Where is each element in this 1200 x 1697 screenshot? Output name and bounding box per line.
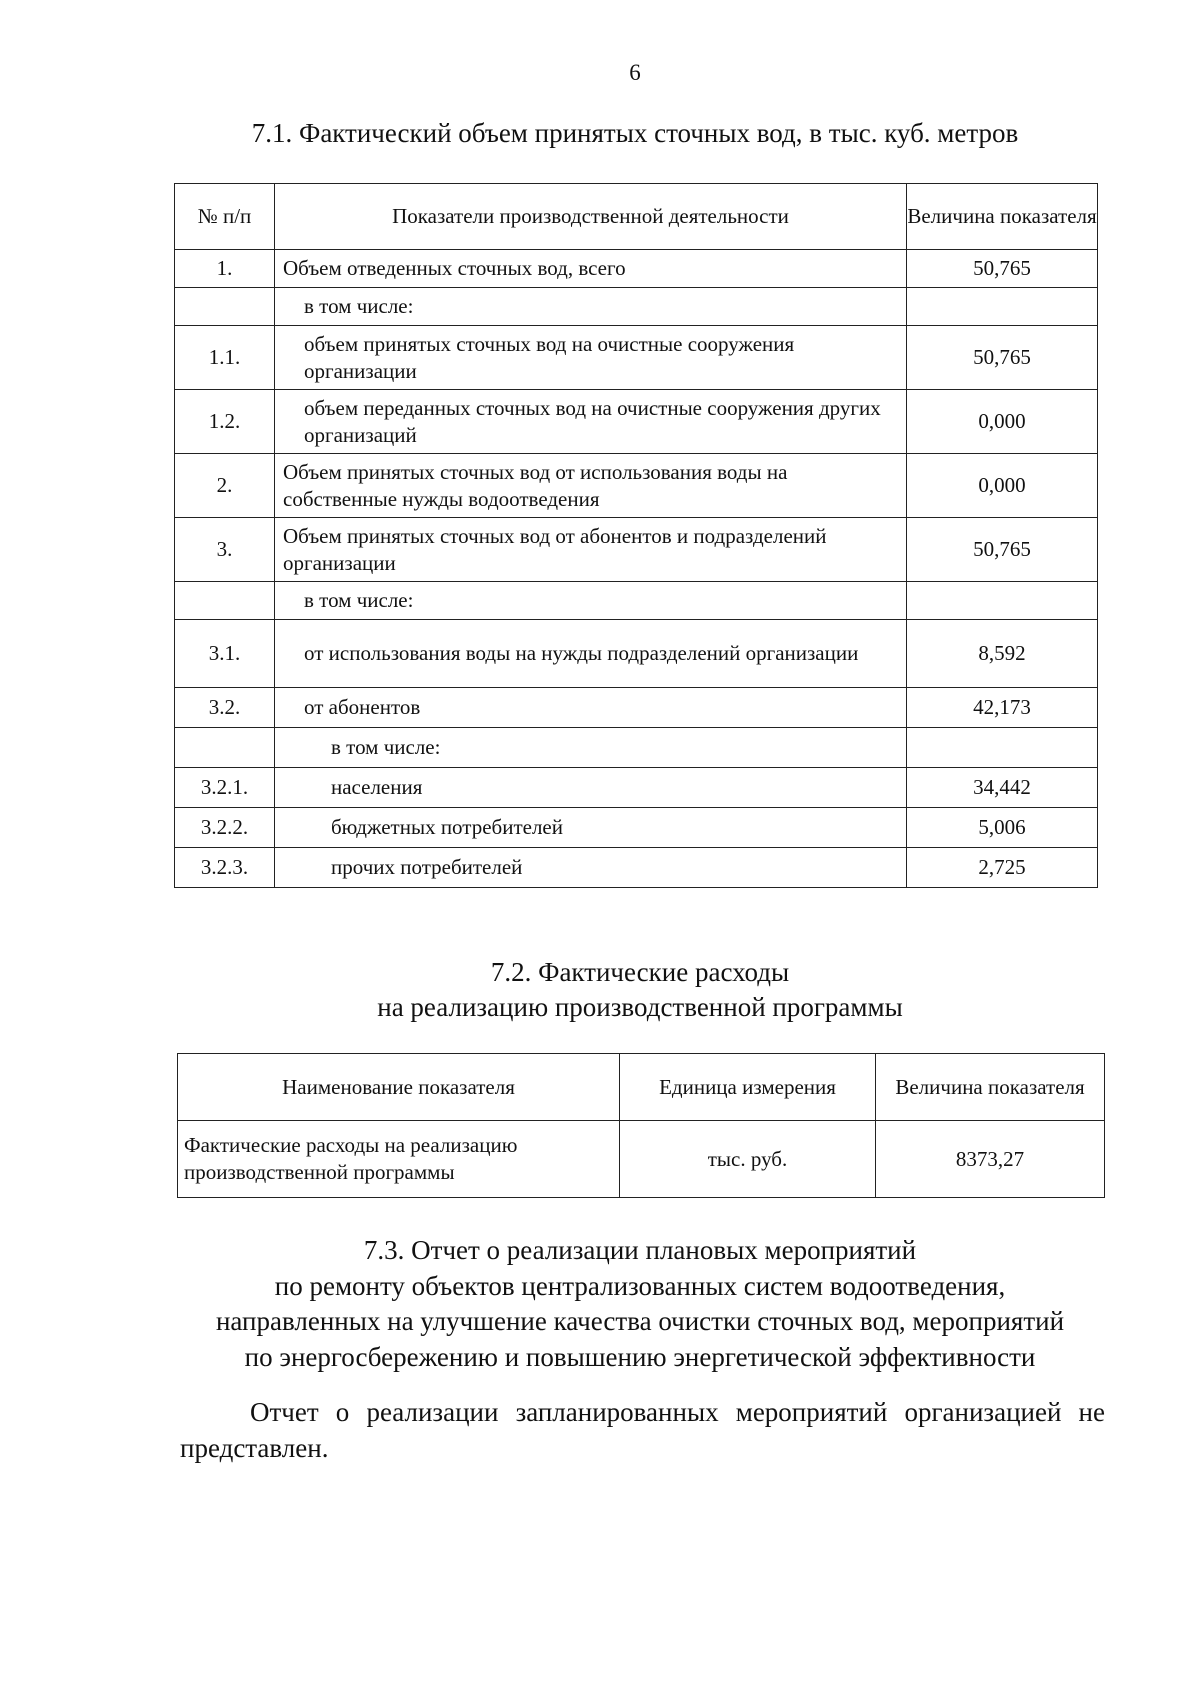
row-num: 1.2.: [175, 390, 275, 454]
table-row: [175, 454, 1098, 518]
row-value: 8,592: [907, 620, 1098, 688]
row-num: [175, 582, 275, 620]
row-num: 2.: [175, 454, 275, 518]
row-num: 3.2.: [175, 688, 275, 728]
table-header-row: [178, 1054, 1105, 1121]
row-value: 5,006: [907, 808, 1098, 848]
row-value: 0,000: [907, 454, 1098, 518]
table-row: [175, 326, 1098, 390]
header-indicator-name: Наименование показателя: [178, 1054, 620, 1121]
row-name: Объем принятых сточных вод от использования воды на собственные нужды водоотведения: [275, 454, 907, 518]
row-name: прочих потребителей: [275, 848, 907, 888]
row-value: 34,442: [907, 768, 1098, 808]
report-paragraph: [180, 1395, 1105, 1466]
row-name: в том числе:: [275, 288, 907, 326]
row-num: 3.2.1.: [175, 768, 275, 808]
table-row: [175, 518, 1098, 582]
section-7-3-title: [170, 1233, 1110, 1376]
row-name: от абонентов: [275, 688, 907, 728]
table-row: [175, 288, 1098, 326]
row-num: 1.1.: [175, 326, 275, 390]
row-name: объем принятых сточных вод на очистные сооружения организации: [275, 326, 907, 390]
table-row: [175, 768, 1098, 808]
expense-name: Фактические расходы на реализацию производственной программы: [178, 1121, 620, 1198]
row-name: объем переданных сточных вод на очистные сооружения других организаций: [275, 390, 907, 454]
section-7-3-title-line4: по энергосбережению и повышению энергетической эффективности: [244, 1341, 1036, 1372]
header-unit: Единица измерения: [620, 1054, 876, 1121]
row-name: населения: [275, 768, 907, 808]
section-7-3-title-line2: по ремонту объектов централизованных систем водоотведения,: [274, 1270, 1006, 1301]
wastewater-volume-table: [174, 183, 1098, 888]
section-7-2-title: [290, 955, 990, 1025]
section-7-1-title: 7.1. Фактический объем принятых сточных вод, в тыс. куб. метров: [251, 118, 1019, 148]
table-row: [175, 250, 1098, 288]
row-name: от использования воды на нужды подразделений организации: [275, 620, 907, 688]
row-value: 50,765: [907, 250, 1098, 288]
row-num: 3.2.2.: [175, 808, 275, 848]
table-row: [175, 390, 1098, 454]
row-num: 3.2.3.: [175, 848, 275, 888]
section-7-2-title-line2: на реализацию производственной программы: [377, 992, 903, 1023]
row-name: в том числе:: [275, 728, 907, 768]
row-value: [907, 582, 1098, 620]
row-value: 50,765: [907, 326, 1098, 390]
row-num: [175, 288, 275, 326]
header-num: № п/п: [175, 184, 275, 250]
row-value: 42,173: [907, 688, 1098, 728]
expense-unit: тыс. руб.: [620, 1121, 876, 1198]
report-text: Отчет о реализации запланированных мероприятий организацией не представлен.: [180, 1397, 1105, 1463]
row-value: [907, 728, 1098, 768]
row-num: 3.: [175, 518, 275, 582]
table-header-row: [175, 184, 1098, 250]
table-row: [175, 848, 1098, 888]
row-name: бюджетных потребителей: [275, 808, 907, 848]
row-value: 2,725: [907, 848, 1098, 888]
row-num: 3.1.: [175, 620, 275, 688]
table-row: [175, 808, 1098, 848]
section-7-3-title-line3: направленных на улучшение качества очистки сточных вод, мероприятий: [215, 1306, 1065, 1337]
table-row: [175, 620, 1098, 688]
expense-value: 8373,27: [876, 1121, 1105, 1198]
header-indicator: Показатели производственной деятельности: [275, 184, 907, 250]
row-num: 1.: [175, 250, 275, 288]
table-row: [175, 688, 1098, 728]
table-row: [178, 1121, 1105, 1198]
row-value: 0,000: [907, 390, 1098, 454]
header-value: Величина показателя: [876, 1054, 1105, 1121]
row-value: [907, 288, 1098, 326]
table-row: [175, 728, 1098, 768]
row-value: 50,765: [907, 518, 1098, 582]
header-value: Величина показателя: [907, 184, 1098, 250]
expenses-table: [177, 1053, 1105, 1198]
page-number: 6: [629, 60, 641, 85]
section-7-3-title-line1: 7.3. Отчет о реализации плановых мероприятий: [363, 1235, 917, 1265]
table-row: [175, 582, 1098, 620]
row-name: Объем отведенных сточных вод, всего: [275, 250, 907, 288]
row-num: [175, 728, 275, 768]
section-7-2-title-line1: 7.2. Фактические расходы: [490, 957, 790, 987]
row-name: Объем принятых сточных вод от абонентов и подразделений организации: [275, 518, 907, 582]
row-name: в том числе:: [275, 582, 907, 620]
